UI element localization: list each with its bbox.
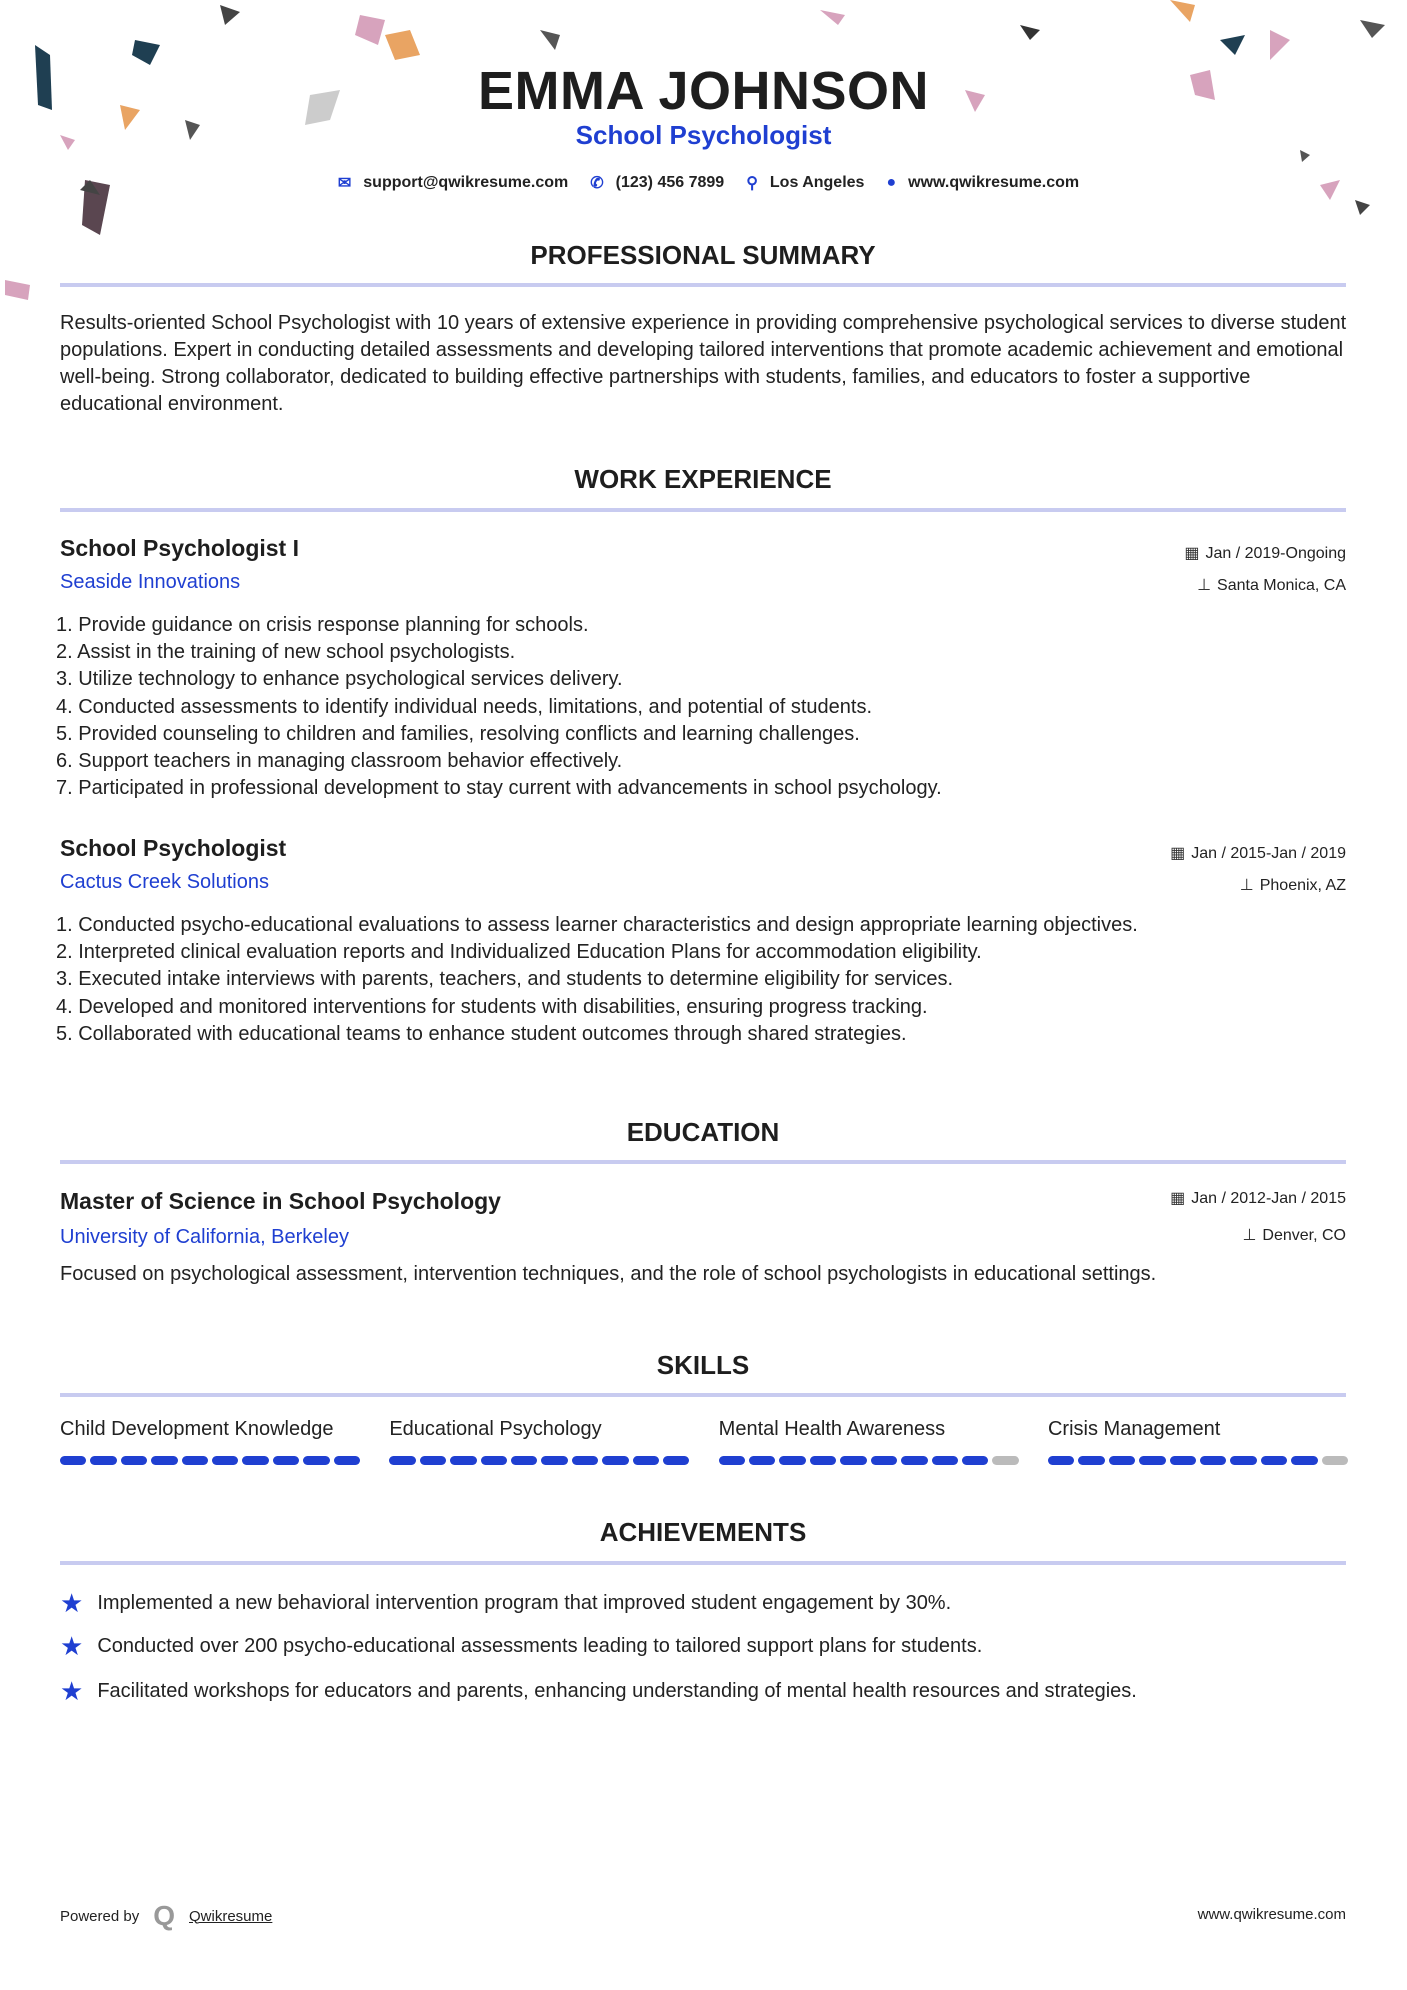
skill-segment-filled <box>633 1456 659 1465</box>
achievement-text: Facilitated workshops for educators and parents, enhancing understanding of mental health resources and strategies. <box>97 1680 1137 1702</box>
skill-segment-filled <box>1078 1456 1104 1465</box>
skill-level-bar <box>60 1456 360 1465</box>
skill-segment-filled <box>303 1456 329 1465</box>
skill-item <box>1048 1418 1348 1465</box>
skill-segment-filled <box>151 1456 177 1465</box>
skill-segment-filled <box>810 1456 836 1465</box>
job-role: School Psychologist I <box>60 535 299 561</box>
contact-phone: (123) 456 7899 <box>615 174 725 191</box>
skill-segment-filled <box>273 1456 299 1465</box>
skill-segment-filled <box>90 1456 116 1465</box>
skill-segment-filled <box>334 1456 360 1465</box>
job-company: Cactus Creek Solutions <box>60 871 269 893</box>
divider <box>60 1561 1346 1565</box>
contact-bar <box>0 173 1407 193</box>
achievement-text: Implemented a new behavioral intervention program that improved student engagement by 30%. <box>97 1592 952 1614</box>
divider <box>60 283 1346 287</box>
skill-segment-filled <box>779 1456 805 1465</box>
skill-segment-empty <box>992 1456 1018 1465</box>
skill-segment-filled <box>962 1456 988 1465</box>
skill-item <box>60 1418 360 1465</box>
skill-segment-filled <box>1139 1456 1165 1465</box>
skill-segment-empty <box>1322 1456 1348 1465</box>
skill-segment-filled <box>242 1456 268 1465</box>
skill-segment-filled <box>749 1456 775 1465</box>
skill-segment-filled <box>1200 1456 1226 1465</box>
section-heading-education: EDUCATION <box>626 1117 780 1147</box>
footer-website[interactable]: www.qwikresume.com <box>1197 1906 1346 1923</box>
list-item: 4. Developed and monitored interventions for students with disabilities, ensuring progress tracking. <box>56 995 928 1018</box>
job-location <box>1197 575 1346 595</box>
skill-item <box>389 1418 689 1465</box>
pin-icon: ⊥ <box>1197 577 1212 594</box>
skill-label: Child Development Knowledge <box>60 1418 334 1440</box>
skill-segment-filled <box>932 1456 958 1465</box>
list-item: 5. Collaborated with educational teams to enhance student outcomes through shared strategies. <box>56 1022 907 1045</box>
achievement-item <box>60 1588 951 1619</box>
list-item: 5. Provided counseling to children and families, resolving conflicts and learning challenges. <box>56 722 860 745</box>
skill-segment-filled <box>1230 1456 1256 1465</box>
skill-segment-filled <box>663 1456 689 1465</box>
list-item: 1. Provide guidance on crisis response planning for schools. <box>56 614 589 636</box>
skill-segment-filled <box>182 1456 208 1465</box>
contact-location: Los Angeles <box>769 174 865 191</box>
star-icon: ★ <box>60 1588 84 1618</box>
skill-segment-filled <box>1109 1456 1135 1465</box>
skill-segment-filled <box>840 1456 866 1465</box>
skill-segment-filled <box>901 1456 927 1465</box>
job-location-text: Phoenix, AZ <box>1259 877 1346 894</box>
star-icon: ★ <box>60 1631 84 1661</box>
job-dates-text: Jan / 2019-Ongoing <box>1205 545 1346 562</box>
education-location-text: Denver, CO <box>1262 1227 1346 1244</box>
achievement-item <box>60 1631 982 1662</box>
skill-item <box>719 1418 1019 1465</box>
skill-segment-filled <box>541 1456 567 1465</box>
calendar-icon: ▦ <box>1184 545 1200 562</box>
skill-level-bar <box>1048 1456 1348 1465</box>
skill-segment-filled <box>719 1456 745 1465</box>
location-pin-icon: ⚲ <box>746 175 758 192</box>
education-dates <box>1170 1188 1346 1208</box>
job-dates-text: Jan / 2015-Jan / 2019 <box>1191 845 1346 862</box>
job-company: Seaside Innovations <box>60 571 241 593</box>
candidate-name: EMMA JOHNSON <box>477 61 930 121</box>
list-item: 7. Participated in professional development to stay current with advancements in school psychology. <box>56 777 942 800</box>
job-location-text: Santa Monica, CA <box>1217 577 1346 594</box>
skills-list <box>60 1418 1348 1465</box>
skill-segment-filled <box>1291 1456 1317 1465</box>
skill-segment-filled <box>871 1456 897 1465</box>
list-item: 2. Assist in the training of new school psychologists. <box>56 641 516 664</box>
pin-icon: ⊥ <box>1242 1227 1257 1244</box>
calendar-icon: ▦ <box>1170 1190 1186 1207</box>
divider <box>60 1160 1346 1164</box>
skill-segment-filled <box>212 1456 238 1465</box>
skill-segment-filled <box>572 1456 598 1465</box>
skill-segment-filled <box>1261 1456 1287 1465</box>
job-bullets <box>56 612 1356 802</box>
skill-segment-filled <box>481 1456 507 1465</box>
phone-icon: ✆ <box>590 175 604 192</box>
list-item: 4. Conducted assessments to identify individual needs, limitations, and potential of students. <box>56 695 873 718</box>
list-item: 2. Interpreted clinical evaluation reports and Individualized Education Plans for accommodation eligibility. <box>56 941 982 964</box>
qwikresume-logo-icon: Q <box>153 1900 175 1931</box>
star-icon: ★ <box>60 1676 84 1706</box>
globe-icon: ● <box>886 174 897 191</box>
pin-icon: ⊥ <box>1239 877 1254 894</box>
section-heading-experience: WORK EXPERIENCE <box>574 464 832 494</box>
achievement-text: Conducted over 200 psycho-educational assessments leading to tailored support plans for students. <box>97 1635 983 1657</box>
skill-segment-filled <box>1170 1456 1196 1465</box>
calendar-icon: ▦ <box>1170 845 1186 862</box>
skill-level-bar <box>389 1456 689 1465</box>
section-heading-summary: PROFESSIONAL SUMMARY <box>530 240 876 270</box>
envelope-icon: ✉ <box>337 175 352 192</box>
skill-segment-filled <box>420 1456 446 1465</box>
candidate-title: School Psychologist <box>575 120 832 150</box>
skill-segment-filled <box>602 1456 628 1465</box>
qwikresume-link[interactable]: Qwikresume <box>189 1907 273 1925</box>
skill-label: Crisis Management <box>1047 1418 1221 1440</box>
skill-segment-filled <box>450 1456 476 1465</box>
job-role: School Psychologist <box>60 835 287 861</box>
education-description: Focused on psychological assessment, intervention techniques, and the role of school psychologists in educational settings. <box>60 1263 1157 1285</box>
job-location <box>1240 875 1346 895</box>
education-degree: Master of Science in School Psychology <box>60 1188 501 1214</box>
skill-segment-filled <box>60 1456 86 1465</box>
list-item: 3. Executed intake interviews with parents, teachers, and students to determine eligibility for services. <box>56 968 954 991</box>
job-dates <box>1184 543 1346 563</box>
section-heading-achievements: ACHIEVEMENTS <box>599 1517 807 1547</box>
skill-segment-filled <box>511 1456 537 1465</box>
contact-website[interactable]: www.qwikresume.com <box>908 174 1080 191</box>
skill-label: Mental Health Awareness <box>718 1418 946 1440</box>
divider <box>60 1393 1346 1397</box>
job-dates <box>1170 843 1346 863</box>
powered-by-label: Powered by <box>60 1907 140 1925</box>
achievement-item <box>60 1676 1137 1707</box>
footer-powered-by <box>60 1900 272 1932</box>
list-item: 1. Conducted psycho-educational evaluations to assess learner characteristics and design appropriate learning objectives. <box>56 914 1138 936</box>
education-dates-text: Jan / 2012-Jan / 2015 <box>1191 1190 1346 1207</box>
divider <box>60 508 1346 512</box>
skill-label: Educational Psychology <box>389 1418 602 1440</box>
section-heading-skills: SKILLS <box>656 1350 750 1380</box>
education-school: University of California, Berkeley <box>60 1226 349 1248</box>
skill-segment-filled <box>121 1456 147 1465</box>
summary-text: Results-oriented School Psychologist with 10 years of extensive experience in providing comprehensive psychological services to diverse student populations. Expert in conducting detailed assessments and developing tailored interventions that promote academic achievement and emotional well-being. Strong collaborator, dedicated to building effective partnerships with students, families, and educators to foster a supportive educational environment. <box>60 312 1347 415</box>
job-bullets <box>56 912 1356 1048</box>
skill-segment-filled <box>1048 1456 1074 1465</box>
list-item: 6. Support teachers in managing classroom behavior effectively. <box>56 750 623 773</box>
skill-segment-filled <box>389 1456 415 1465</box>
contact-email[interactable]: support@qwikresume.com <box>363 174 569 191</box>
skill-level-bar <box>719 1456 1019 1465</box>
education-location <box>1242 1225 1346 1245</box>
list-item: 3. Utilize technology to enhance psychological services delivery. <box>56 668 623 691</box>
